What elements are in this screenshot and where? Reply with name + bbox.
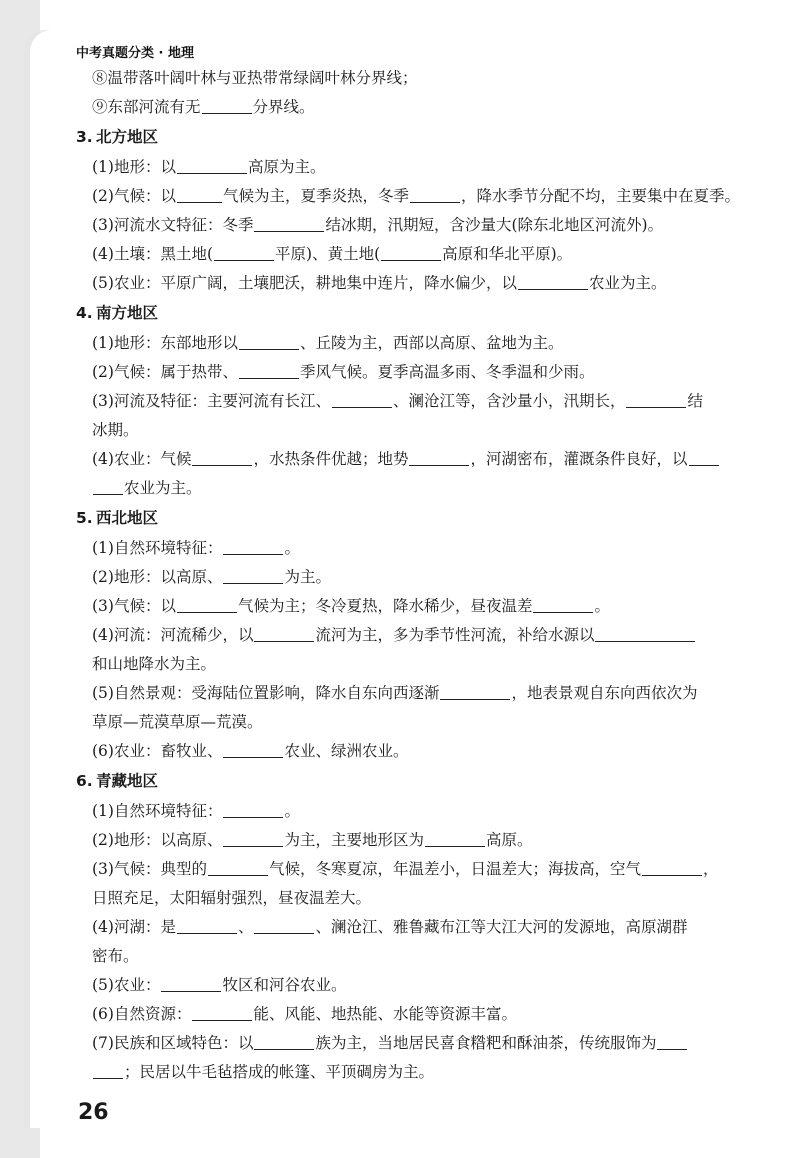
list-item: (1)地形：东部地形以 、丘陵为主，西部以高原、盆地为主。 xyxy=(92,334,564,352)
page-number: 26 xyxy=(78,1100,109,1125)
blank xyxy=(425,830,485,847)
blank xyxy=(410,186,460,203)
list-item-continued: 密布。 xyxy=(92,947,139,965)
list-item-continued: 日照充足，太阳辐射强烈，昼夜温差大。 xyxy=(92,889,372,907)
list-item: (4)土壤：黑土地( 平原)、黄土地( 高原和华北平原)。 xyxy=(92,245,573,263)
list-item-continued: ；民居以牛毛毡搭成的帐篷、平顶碉房为主。 xyxy=(76,1058,746,1087)
section-heading-qinghai-tibet: 6. 青藏地区 xyxy=(76,772,159,790)
section-heading-northwest: 5. 西北地区 xyxy=(76,509,159,527)
list-item: (3)河流及特征：主要河流有长江、 、澜沧江等，含沙量小，汛期长， 结 xyxy=(92,392,703,410)
section-heading-south: 4. 南方地区 xyxy=(76,304,159,322)
list-item: (6)自然资源： 能、风能、地热能、水能等资源丰富。 xyxy=(92,1005,517,1023)
blank xyxy=(177,917,237,934)
blank xyxy=(254,917,314,934)
blank xyxy=(254,625,314,642)
list-item: (7)民族和区域特色：以 族为主，当地居民喜食糌粑和酥油茶，传统服饰为 xyxy=(76,1029,746,1058)
blank xyxy=(192,1004,252,1021)
blank xyxy=(239,333,299,350)
intro-line-8: ⑧温带落叶阔叶林与亚热带常绿阔叶林分界线； xyxy=(92,69,418,87)
blank xyxy=(689,449,719,466)
list-item: (1)自然环境特征： 。 xyxy=(92,539,300,557)
list-item: (4)农业：气候 ，水热条件优越；地势 ，河湖密布，灌溉条件良好，以 xyxy=(76,445,746,474)
blank xyxy=(161,975,221,992)
blank xyxy=(177,157,247,174)
blank xyxy=(332,391,392,408)
blank xyxy=(223,538,283,555)
blank xyxy=(254,215,324,232)
section-heading-north: 3. 北方地区 xyxy=(76,128,159,146)
blank xyxy=(440,683,510,700)
blank xyxy=(239,362,299,379)
list-item: (2)气候：属于热带、 季风气候。夏季高温多雨、冬季温和少雨。 xyxy=(92,363,595,381)
blank xyxy=(642,859,702,876)
header-title: 中考真题分类 · 地理 xyxy=(76,46,194,61)
list-item: (4)河流：河流稀少，以 流河为主，多为季节性河流，补给水源以 xyxy=(76,621,746,650)
blank xyxy=(93,478,123,495)
intro-line-9: ⑨东部河流有无 分界线。 xyxy=(92,98,315,116)
blank xyxy=(202,97,252,114)
blank xyxy=(657,1033,687,1050)
content xyxy=(76,64,746,1087)
list-item: (2)地形：以高原、 为主。 xyxy=(92,568,331,586)
blank xyxy=(254,1033,314,1050)
blank xyxy=(533,596,593,613)
list-item: (4)河湖：是 、 、澜沧江、雅鲁藏布江等大江大河的发源地，高原湖群 xyxy=(92,918,688,936)
list-item: (3)河流水文特征：冬季 结冰期，汛期短，含沙量大(除东北地区河流外)。 xyxy=(92,216,664,234)
blank xyxy=(409,449,469,466)
blank xyxy=(223,830,283,847)
list-item: (3)气候：典型的 气候，冬寒夏凉，年温差小，日温差大；海拔高，空气 ， xyxy=(92,860,719,878)
blank xyxy=(214,244,274,261)
blank xyxy=(177,596,237,613)
list-item-continued: 和山地降水为主。 xyxy=(92,655,217,673)
blank xyxy=(223,801,283,818)
blank xyxy=(177,186,222,203)
list-item: (2)地形：以高原、 为主，主要地形区为 高原。 xyxy=(92,831,533,849)
blank xyxy=(208,859,268,876)
blank xyxy=(223,741,283,758)
blank xyxy=(93,1062,123,1079)
list-item-continued: 草原—荒漠草原—荒漠。 xyxy=(92,713,263,731)
blank xyxy=(223,567,283,584)
list-item-continued: 冰期。 xyxy=(92,421,139,439)
blank xyxy=(381,244,441,261)
blank xyxy=(518,273,588,290)
list-item: (3)气候：以 气候为主；冬冷夏热，降水稀少，昼夜温差 。 xyxy=(92,597,610,615)
blank xyxy=(626,391,686,408)
list-item: (1)自然环境特征： 。 xyxy=(92,802,300,820)
list-item: (1)地形：以 高原为主。 xyxy=(92,158,326,176)
list-item: (5)农业：平原广阔，土壤肥沃，耕地集中连片，降水偏少，以 农业为主。 xyxy=(92,274,667,292)
list-item-continued: 农业为主。 xyxy=(76,474,746,503)
list-item: (5)自然景观：受海陆位置影响，降水自东向西逐渐 ，地表景观自东向西依次为 xyxy=(92,684,698,702)
blank xyxy=(595,625,695,642)
list-item: (5)农业： 牧区和河谷农业。 xyxy=(92,976,347,994)
list-item: (2)气候：以 气候为主，夏季炎热，冬季 ，降水季节分配不均，主要集中在夏季。 xyxy=(92,187,740,205)
blank xyxy=(192,449,252,466)
list-item: (6)农业：畜牧业、 农业、绿洲农业。 xyxy=(92,742,409,760)
